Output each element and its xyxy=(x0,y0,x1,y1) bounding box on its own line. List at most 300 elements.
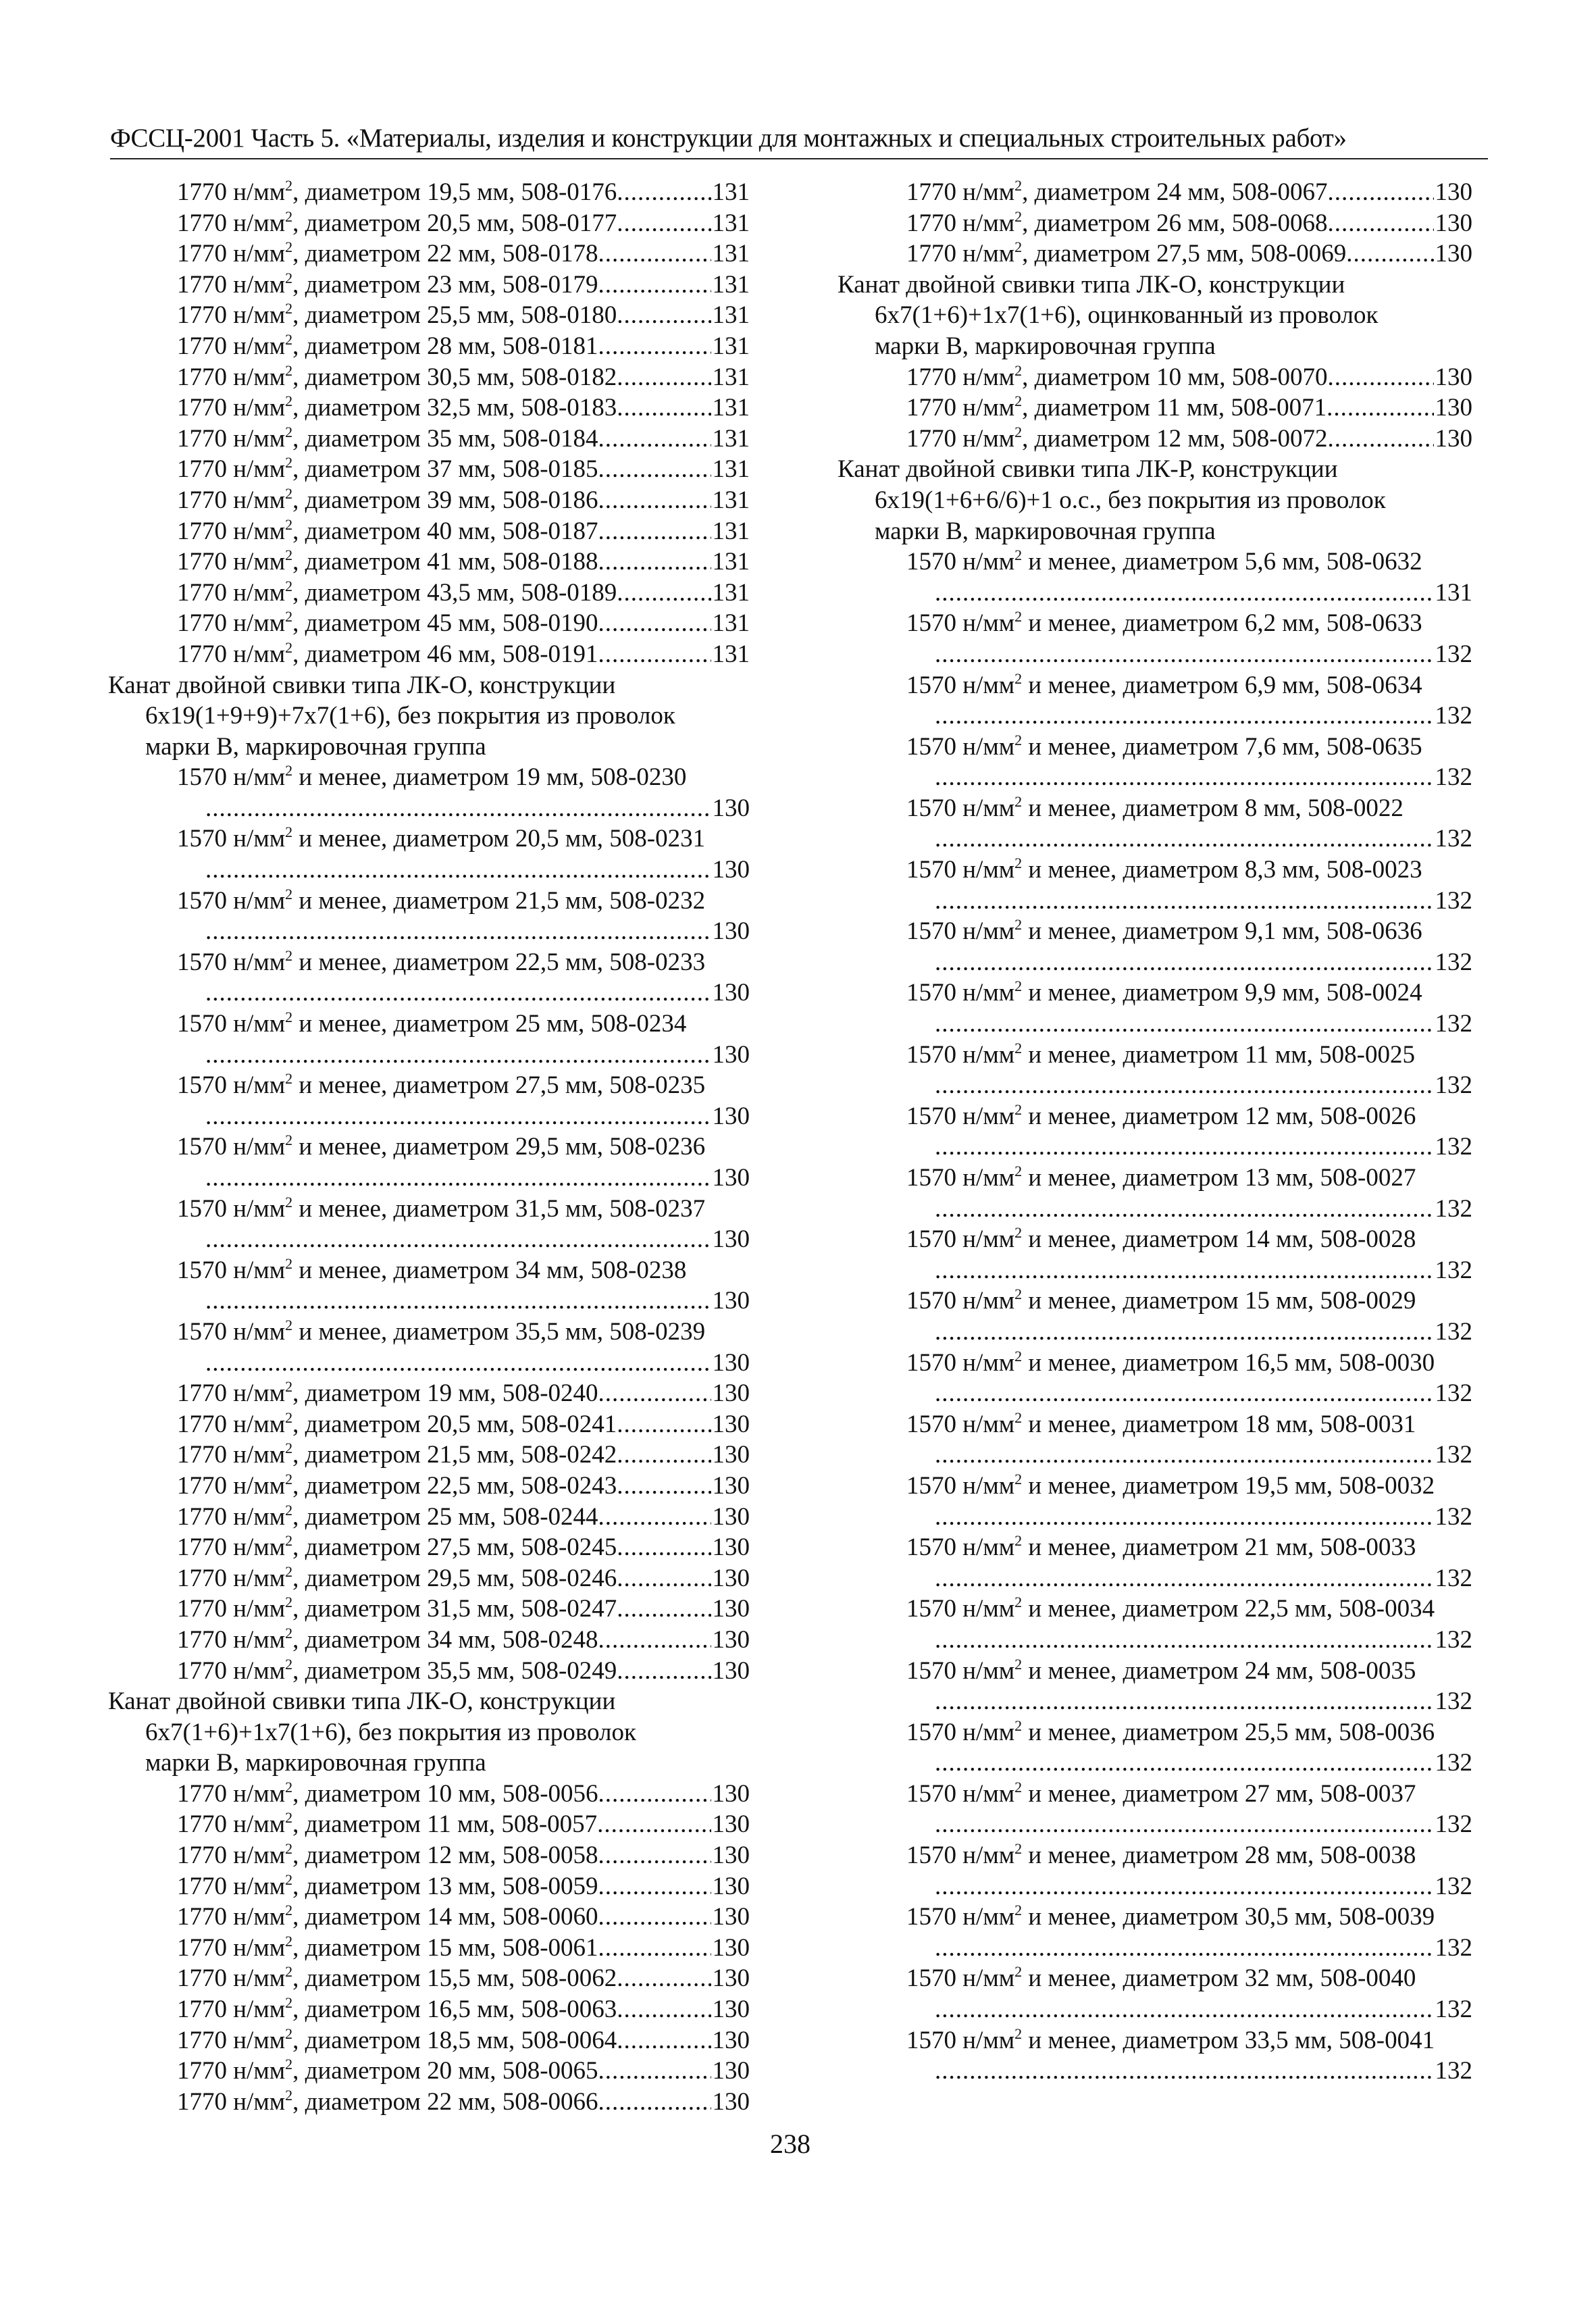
dot-leader xyxy=(598,1625,711,1656)
entry-page-ref: 131 xyxy=(712,301,750,330)
index-entry-leader xyxy=(838,1686,1472,1717)
section-heading: Канат двойной свивки типа ЛК-О, конструкции xyxy=(838,270,1345,299)
entry-page-ref: 130 xyxy=(1435,363,1472,391)
entry-description: , диаметром 15 мм, 508-0061 xyxy=(292,1933,598,1962)
entry-page-ref: 132 xyxy=(1435,1996,1472,2024)
dot-leader xyxy=(617,300,711,331)
entry-strength: 1770 н/мм xyxy=(177,517,286,545)
entry-page-ref: 132 xyxy=(1435,763,1472,792)
entry-unit-exponent: 2 xyxy=(285,1562,293,1580)
index-entry xyxy=(838,238,1472,270)
dot-leader xyxy=(1328,177,1434,208)
entry-strength: 1770 н/мм xyxy=(177,609,286,638)
index-entry xyxy=(108,578,750,609)
entry-unit-exponent: 2 xyxy=(1014,1594,1023,1611)
index-entry-leader xyxy=(838,1748,1472,1779)
entry-strength: 1770 н/мм xyxy=(177,1533,286,1562)
entry-page-ref: 131 xyxy=(712,240,750,268)
entry-strength: 1770 н/мм xyxy=(177,548,286,576)
index-entry xyxy=(838,424,1472,455)
entry-description: и менее, диаметром 7,6 мм, 508-0635 xyxy=(1022,732,1422,761)
dot-leader xyxy=(935,1317,1434,1348)
entry-page-ref: 131 xyxy=(712,517,750,545)
entry-description: и менее, диаметром 27,5 мм, 508-0235 xyxy=(292,1071,706,1100)
entry-text xyxy=(177,1902,598,1933)
entry-text xyxy=(906,1656,1416,1687)
entry-page-ref: 132 xyxy=(1435,1872,1472,1900)
entry-strength: 1570 н/мм xyxy=(906,1471,1015,1500)
dot-leader xyxy=(935,886,1434,917)
index-entry-leader xyxy=(838,701,1472,732)
entry-strength: 1770 н/мм xyxy=(177,1872,286,1900)
index-entry-leader xyxy=(838,639,1472,670)
entry-description: , диаметром 32,5 мм, 508-0183 xyxy=(292,394,617,422)
entry-description: и менее, диаметром 33,5 мм, 508-0041 xyxy=(1022,2026,1435,2054)
index-entry-leader xyxy=(108,1163,750,1194)
entry-text xyxy=(906,1717,1435,1748)
entry-description: и менее, диаметром 25 мм, 508-0234 xyxy=(292,1010,687,1038)
section-heading: Канат двойной свивки типа ЛК-О, конструкции xyxy=(108,671,616,699)
index-entry xyxy=(108,1132,750,1163)
entry-page-ref: 131 xyxy=(712,486,750,514)
entry-unit-exponent: 2 xyxy=(1014,792,1023,810)
index-entry-leader xyxy=(108,916,750,947)
entry-strength: 1770 н/мм xyxy=(906,424,1015,453)
entry-page-ref: 131 xyxy=(712,609,750,638)
entry-page-ref: 131 xyxy=(712,394,750,422)
entry-page-ref: 130 xyxy=(712,1533,750,1562)
entry-unit-exponent: 2 xyxy=(285,1132,293,1149)
entry-description: , диаметром 22,5 мм, 508-0243 xyxy=(292,1471,617,1500)
entry-strength: 1570 н/мм xyxy=(906,1656,1015,1685)
index-entry xyxy=(838,392,1472,424)
entry-unit-exponent: 2 xyxy=(285,823,293,841)
entry-text xyxy=(177,1070,705,1101)
entry-text xyxy=(177,300,617,331)
entry-text xyxy=(177,1563,617,1594)
entry-page-ref: 131 xyxy=(712,270,750,299)
index-entry xyxy=(838,177,1472,208)
index-entry xyxy=(108,1255,750,1286)
entry-description: , диаметром 45 мм, 508-0190 xyxy=(292,609,598,638)
entry-description: и менее, диаметром 16,5 мм, 508-0030 xyxy=(1022,1348,1435,1377)
entry-unit-exponent: 2 xyxy=(285,1994,293,2012)
entry-unit-exponent: 2 xyxy=(285,885,293,903)
index-entry xyxy=(108,608,750,639)
entry-description: , диаметром 43,5 мм, 508-0189 xyxy=(292,578,617,607)
entry-strength: 1770 н/мм xyxy=(177,363,286,391)
dot-leader xyxy=(205,916,711,947)
index-entry xyxy=(108,1194,750,1225)
entry-unit-exponent: 2 xyxy=(1014,731,1023,748)
entry-unit-exponent: 2 xyxy=(1014,177,1023,194)
index-entry-leader xyxy=(108,1224,750,1255)
entry-text xyxy=(177,762,686,793)
index-entry xyxy=(838,1101,1472,1132)
index-entry xyxy=(838,1532,1472,1563)
index-entry xyxy=(108,1378,750,1409)
entry-text xyxy=(177,1656,617,1687)
section-subheading: 6х7(1+6)+1х7(1+6), оцинкованный из проволок xyxy=(875,301,1379,330)
dot-leader xyxy=(205,1286,711,1317)
index-entry-leader xyxy=(838,1194,1472,1225)
entry-strength: 1570 н/мм xyxy=(906,548,1015,576)
dot-leader xyxy=(598,238,711,270)
left-column xyxy=(108,177,750,2117)
dot-leader xyxy=(617,1440,711,1471)
entry-page-ref: 132 xyxy=(1435,1810,1472,1839)
entry-unit-exponent: 2 xyxy=(285,1932,293,1950)
entry-unit-exponent: 2 xyxy=(285,638,293,656)
dot-leader xyxy=(935,2056,1434,2087)
section-heading: Канат двойной свивки типа ЛК-Р, конструкции xyxy=(838,455,1338,484)
entry-text xyxy=(906,392,1327,424)
entry-description: и менее, диаметром 22,5 мм, 508-0233 xyxy=(292,948,706,976)
index-entry-leader xyxy=(838,578,1472,609)
entry-strength: 1570 н/мм xyxy=(906,794,1015,822)
index-entry xyxy=(108,238,750,270)
entry-unit-exponent: 2 xyxy=(285,1378,293,1396)
entry-strength: 1570 н/мм xyxy=(177,1010,286,1038)
entry-strength: 1770 н/мм xyxy=(177,1656,286,1685)
entry-text xyxy=(177,1779,598,1810)
index-entry xyxy=(838,1717,1472,1748)
dot-leader xyxy=(598,1378,711,1409)
index-entry xyxy=(838,1163,1472,1194)
index-entry xyxy=(838,977,1472,1009)
index-entry xyxy=(108,1933,750,1964)
entry-text xyxy=(906,1840,1416,1871)
entry-description: и менее, диаметром 34 мм, 508-0238 xyxy=(292,1256,687,1284)
entry-strength: 1770 н/мм xyxy=(177,178,286,206)
entry-text xyxy=(906,793,1404,824)
entry-description: , диаметром 10 мм, 508-0056 xyxy=(292,1779,598,1808)
entry-unit-exponent: 2 xyxy=(1014,2025,1023,2042)
entry-strength: 1770 н/мм xyxy=(177,1379,286,1408)
dot-leader xyxy=(935,1440,1434,1471)
entry-strength: 1770 н/мм xyxy=(906,209,1015,237)
dot-leader xyxy=(935,1378,1434,1409)
index-entry-leader xyxy=(838,1994,1472,2025)
index-entry-leader xyxy=(108,793,750,824)
dot-leader xyxy=(1328,424,1434,455)
entry-strength: 1570 н/мм xyxy=(906,1348,1015,1377)
entry-unit-exponent: 2 xyxy=(285,177,293,194)
index-entry xyxy=(838,1286,1472,1317)
entry-unit-exponent: 2 xyxy=(285,454,293,472)
index-entry xyxy=(108,1994,750,2025)
dot-leader xyxy=(617,177,711,208)
entry-page-ref: 132 xyxy=(1435,702,1472,730)
entry-strength: 1770 н/мм xyxy=(177,394,286,422)
entry-strength: 1770 н/мм xyxy=(177,332,286,360)
dot-leader xyxy=(598,1502,711,1533)
entry-description: , диаметром 22 мм, 508-0066 xyxy=(292,2087,598,2116)
entry-page-ref: 130 xyxy=(712,1964,750,1993)
index-entry xyxy=(108,454,750,485)
entry-description: , диаметром 30,5 мм, 508-0182 xyxy=(292,363,617,391)
dot-leader xyxy=(617,578,711,609)
entry-unit-exponent: 2 xyxy=(285,2086,293,2104)
entry-description: , диаметром 18,5 мм, 508-0064 xyxy=(292,2026,617,2054)
entry-text xyxy=(906,1409,1416,1440)
entry-text xyxy=(177,2056,598,2087)
entry-strength: 1570 н/мм xyxy=(177,763,286,792)
entry-page-ref: 132 xyxy=(1435,640,1472,668)
entry-unit-exponent: 2 xyxy=(1014,855,1023,872)
index-entry xyxy=(108,208,750,239)
entry-page-ref: 130 xyxy=(712,1102,750,1130)
entry-text xyxy=(177,1255,686,1286)
index-entry xyxy=(108,1656,750,1687)
index-entry xyxy=(108,947,750,978)
index-entry-leader xyxy=(838,1871,1472,1902)
entry-description: и менее, диаметром 27 мм, 508-0037 xyxy=(1022,1779,1416,1808)
entry-text xyxy=(177,547,598,578)
entry-strength: 1570 н/мм xyxy=(177,1133,286,1161)
entry-unit-exponent: 2 xyxy=(285,238,293,256)
entry-unit-exponent: 2 xyxy=(285,1594,293,1611)
entry-page-ref: 130 xyxy=(712,1287,750,1315)
dot-leader xyxy=(598,639,711,670)
entry-page-ref: 130 xyxy=(1435,424,1472,453)
dot-leader xyxy=(598,1871,711,1902)
entry-unit-exponent: 2 xyxy=(285,392,293,410)
entry-unit-exponent: 2 xyxy=(1014,608,1023,626)
index-entry xyxy=(108,1563,750,1594)
entry-page-ref: 130 xyxy=(1435,240,1472,268)
entry-strength: 1770 н/мм xyxy=(177,424,286,453)
entry-description: и менее, диаметром 28 мм, 508-0038 xyxy=(1022,1841,1416,1870)
entry-text xyxy=(906,1163,1416,1194)
entry-unit-exponent: 2 xyxy=(285,1655,293,1673)
entry-page-ref: 130 xyxy=(712,917,750,946)
index-entry xyxy=(838,1656,1472,1687)
entry-description: и менее, диаметром 8 мм, 508-0022 xyxy=(1022,794,1404,822)
entry-page-ref: 131 xyxy=(712,363,750,391)
entry-text xyxy=(177,1871,598,1902)
entry-description: , диаметром 15,5 мм, 508-0062 xyxy=(292,1964,617,1993)
index-entry xyxy=(838,362,1472,393)
entry-unit-exponent: 2 xyxy=(1014,1840,1023,1858)
entry-description: , диаметром 27,5 мм, 508-0069 xyxy=(1022,240,1347,268)
index-entry-leader xyxy=(838,823,1472,855)
entry-description: , диаметром 34 мм, 508-0248 xyxy=(292,1625,598,1654)
entry-page-ref: 130 xyxy=(712,1379,750,1408)
entry-strength: 1570 н/мм xyxy=(177,1071,286,1100)
entry-strength: 1570 н/мм xyxy=(177,1256,286,1284)
entry-unit-exponent: 2 xyxy=(285,1193,293,1211)
entry-description: и менее, диаметром 21,5 мм, 508-0232 xyxy=(292,886,706,915)
index-entry xyxy=(108,762,750,793)
index-entry xyxy=(108,639,750,670)
dot-leader xyxy=(935,639,1434,670)
index-entry-leader xyxy=(108,1286,750,1317)
entry-description: , диаметром 22 мм, 508-0178 xyxy=(292,240,598,268)
entry-description: и менее, диаметром 9,9 мм, 508-0024 xyxy=(1022,979,1422,1007)
entry-unit-exponent: 2 xyxy=(285,577,293,594)
entry-description: , диаметром 12 мм, 508-0058 xyxy=(292,1841,598,1870)
entry-description: , диаметром 12 мм, 508-0072 xyxy=(1022,424,1328,453)
index-entry xyxy=(108,1471,750,1502)
entry-text xyxy=(177,608,598,639)
dot-leader xyxy=(617,1409,711,1440)
entry-text xyxy=(177,1994,617,2025)
index-entry xyxy=(838,1409,1472,1440)
dot-leader xyxy=(935,1994,1434,2025)
entry-description: , диаметром 21,5 мм, 508-0242 xyxy=(292,1441,617,1469)
index-entry xyxy=(838,1594,1472,1625)
dot-leader xyxy=(935,1070,1434,1101)
entry-description: и менее, диаметром 15 мм, 508-0029 xyxy=(1022,1287,1416,1315)
entry-strength: 1770 н/мм xyxy=(177,486,286,514)
dot-leader xyxy=(598,454,711,485)
entry-description: , диаметром 16,5 мм, 508-0063 xyxy=(292,1996,617,2024)
entry-unit-exponent: 2 xyxy=(285,300,293,317)
entry-description: , диаметром 13 мм, 508-0059 xyxy=(292,1872,598,1900)
entry-description: , диаметром 23 мм, 508-0179 xyxy=(292,270,598,299)
index-entry-leader xyxy=(108,977,750,1009)
dot-leader xyxy=(935,1132,1434,1163)
entry-strength: 1570 н/мм xyxy=(906,1164,1015,1192)
entry-strength: 1770 н/мм xyxy=(177,1933,286,1962)
entry-text xyxy=(906,1471,1435,1502)
index-entry xyxy=(838,793,1472,824)
index-entry xyxy=(108,362,750,393)
entry-text xyxy=(177,331,598,362)
entry-unit-exponent: 2 xyxy=(1014,1163,1023,1179)
entry-text xyxy=(177,1840,598,1871)
entry-description: и менее, диаметром 14 мм, 508-0028 xyxy=(1022,1225,1416,1254)
entry-page-ref: 130 xyxy=(712,979,750,1007)
entry-text xyxy=(177,1409,617,1440)
section-subheading: 6х7(1+6)+1х7(1+6), без покрытия из проволок xyxy=(145,1718,636,1746)
entry-page-ref: 130 xyxy=(712,1996,750,2024)
entry-page-ref: 130 xyxy=(712,1164,750,1192)
entry-text xyxy=(177,1378,598,1409)
entry-unit-exponent: 2 xyxy=(285,1501,293,1519)
entry-strength: 1770 н/мм xyxy=(906,363,1015,391)
entry-unit-exponent: 2 xyxy=(1014,238,1023,256)
entry-page-ref: 131 xyxy=(1435,578,1472,607)
entry-description: и менее, диаметром 13 мм, 508-0027 xyxy=(1022,1164,1416,1192)
dot-leader xyxy=(617,1594,711,1625)
index-entry xyxy=(108,1625,750,1656)
index-entry-leader xyxy=(838,2056,1472,2087)
index-entry xyxy=(108,331,750,362)
entry-text xyxy=(177,1440,617,1471)
dot-leader xyxy=(205,1348,711,1379)
header-rule xyxy=(110,158,1488,159)
entry-page-ref: 132 xyxy=(1435,1749,1472,1777)
entry-unit-exponent: 2 xyxy=(285,1871,293,1888)
dot-leader xyxy=(1328,362,1434,393)
entry-text xyxy=(906,1224,1416,1255)
index-entry xyxy=(838,855,1472,886)
entry-description: и менее, диаметром 5,6 мм, 508-0632 xyxy=(1022,548,1422,576)
entry-description: и менее, диаметром 8,3 мм, 508-0023 xyxy=(1022,856,1422,884)
entry-text xyxy=(177,823,705,855)
dot-leader xyxy=(205,1040,711,1071)
entry-text xyxy=(906,1101,1416,1132)
entry-text xyxy=(177,1471,617,1502)
entry-description: , диаметром 24 мм, 508-0067 xyxy=(1022,178,1328,206)
index-entry xyxy=(108,1409,750,1440)
entry-unit-exponent: 2 xyxy=(285,1316,293,1333)
index-entry xyxy=(108,823,750,855)
entry-unit-exponent: 2 xyxy=(285,330,293,348)
entry-strength: 1770 н/мм xyxy=(177,1903,286,1931)
entry-unit-exponent: 2 xyxy=(285,484,293,502)
entry-text xyxy=(906,424,1328,455)
entry-page-ref: 130 xyxy=(712,1595,750,1623)
index-entry-leader xyxy=(838,762,1472,793)
dot-leader xyxy=(205,1101,711,1132)
dot-leader xyxy=(617,362,711,393)
entry-description: и менее, диаметром 6,9 мм, 508-0634 xyxy=(1022,671,1422,699)
entry-strength: 1570 н/мм xyxy=(906,1410,1015,1438)
entry-strength: 1570 н/мм xyxy=(906,1287,1015,1315)
entry-text xyxy=(906,855,1422,886)
entry-unit-exponent: 2 xyxy=(285,1902,293,1919)
index-entry xyxy=(108,2087,750,2118)
entry-strength: 1770 н/мм xyxy=(177,1595,286,1623)
dot-leader xyxy=(598,424,711,455)
entry-description: и менее, диаметром 12 мм, 508-0026 xyxy=(1022,1102,1416,1130)
entry-description: и менее, диаметром 9,1 мм, 508-0636 xyxy=(1022,917,1422,946)
section-subheading: марки В, маркировочная группа xyxy=(875,332,1216,360)
entry-strength: 1570 н/мм xyxy=(177,1317,286,1346)
dot-leader xyxy=(935,1255,1434,1286)
entry-description: и менее, диаметром 29,5 мм, 508-0236 xyxy=(292,1133,706,1161)
entry-strength: 1770 н/мм xyxy=(177,2057,286,2085)
entry-page-ref: 131 xyxy=(712,178,750,206)
entry-description: и менее, диаметром 24 мм, 508-0035 xyxy=(1022,1656,1416,1685)
entry-description: , диаметром 11 мм, 508-0057 xyxy=(292,1810,598,1839)
entry-strength: 1770 н/мм xyxy=(177,640,286,668)
entry-unit-exponent: 2 xyxy=(285,1009,293,1026)
entry-page-ref: 132 xyxy=(1435,825,1472,853)
entry-strength: 1770 н/мм xyxy=(177,1410,286,1438)
entry-unit-exponent: 2 xyxy=(285,1840,293,1858)
entry-strength: 1770 н/мм xyxy=(177,209,286,237)
entry-unit-exponent: 2 xyxy=(1014,361,1023,379)
index-entry xyxy=(838,1902,1472,1933)
entry-page-ref: 132 xyxy=(1435,1625,1472,1654)
entry-page-ref: 131 xyxy=(712,548,750,576)
entry-page-ref: 130 xyxy=(712,1625,750,1654)
entry-unit-exponent: 2 xyxy=(1014,1039,1023,1057)
entry-unit-exponent: 2 xyxy=(285,1624,293,1642)
index-entry xyxy=(108,1902,750,1933)
index-entry xyxy=(108,516,750,547)
entry-text xyxy=(177,1625,598,1656)
entry-description: , диаметром 39 мм, 508-0186 xyxy=(292,486,598,514)
entry-text xyxy=(177,1194,705,1225)
entry-strength: 1770 н/мм xyxy=(177,1502,286,1531)
dot-leader xyxy=(617,1532,711,1563)
entry-text xyxy=(906,238,1346,270)
entry-description: и менее, диаметром 19 мм, 508-0230 xyxy=(292,763,687,792)
entry-description: , диаметром 26 мм, 508-0068 xyxy=(1022,209,1328,237)
index-entry xyxy=(108,392,750,424)
index-entry xyxy=(108,485,750,516)
entry-page-ref: 130 xyxy=(712,1872,750,1900)
entry-unit-exponent: 2 xyxy=(1014,1470,1023,1488)
index-entry xyxy=(108,1317,750,1348)
entry-unit-exponent: 2 xyxy=(285,515,293,533)
dot-leader xyxy=(598,608,711,639)
